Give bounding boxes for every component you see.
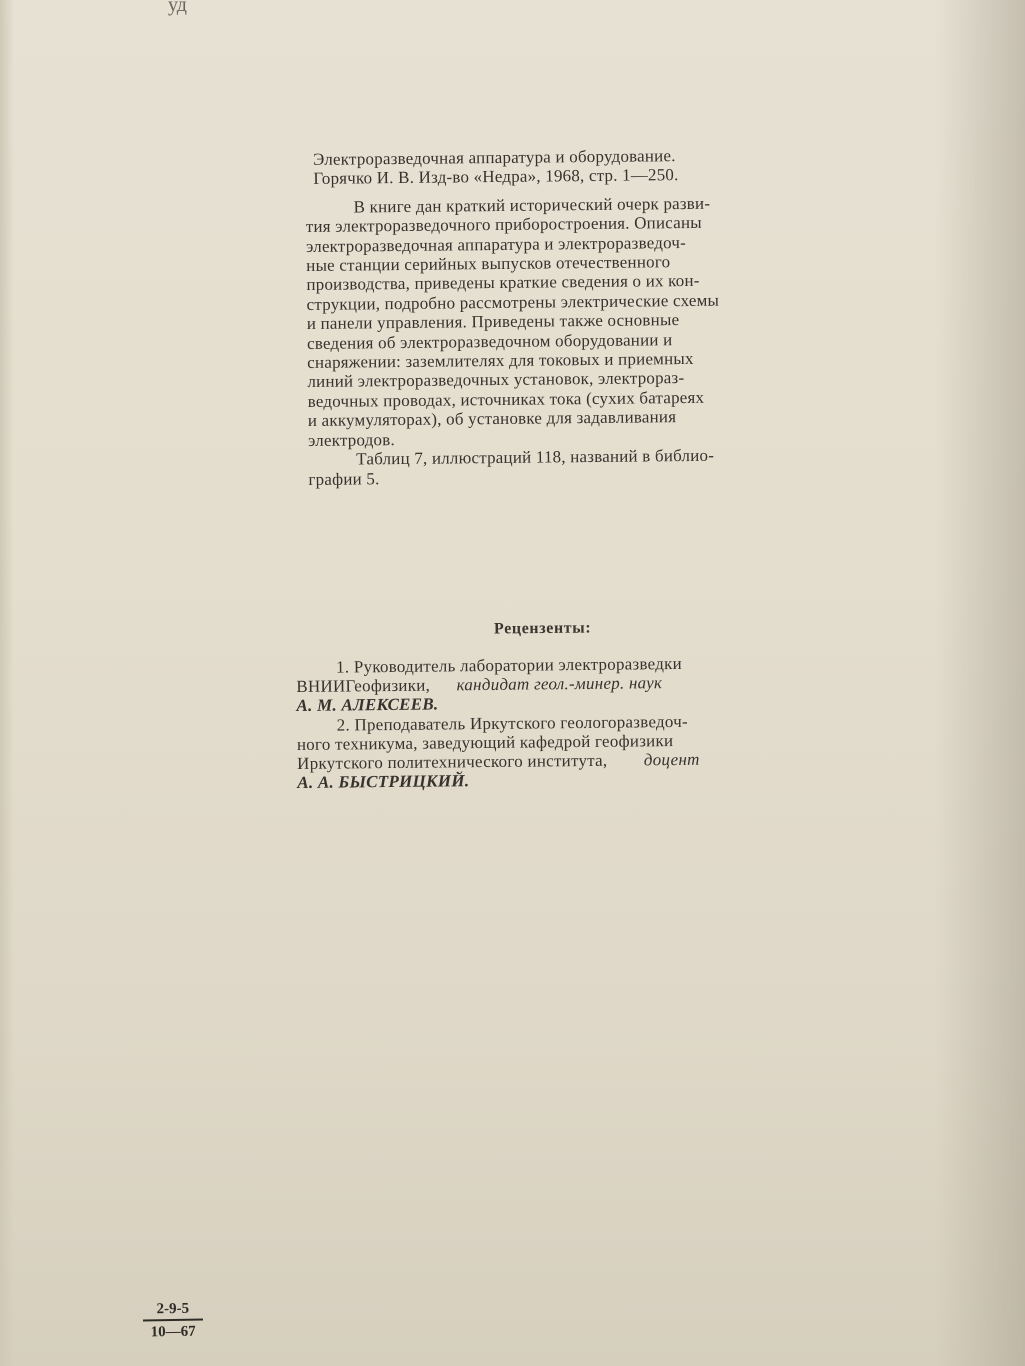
reviewer-2-line: ного техникума, заведующий кафедрой геофизики (296, 730, 674, 754)
annotation-stats-line: Таблиц 7, иллюстраций 118, названий в библио- (356, 445, 715, 469)
annotation-text-line: струкции, подробно рассмотрены электрические схемы (306, 290, 720, 314)
annotation-text-line: производства, приведены краткие сведения о их кон- (306, 271, 700, 295)
print-code-top: 2-9-5 (143, 1299, 203, 1321)
annotation-text-line: В книге дан краткий исторический очерк разви- (353, 193, 711, 217)
annotation-title-line: Электроразведочная аппаратура и оборудование. (312, 146, 676, 169)
annotation-text-line: ведочных проводах, источниках тока (сухих батареях (307, 387, 705, 411)
annotation-text-line: тия электроразведочного приборостроения. Описаны (305, 213, 702, 237)
page-right-shadow (935, 0, 1025, 1366)
corner-mark: уд (168, 0, 187, 16)
annotation-text-line: линий электроразведочных установок, электрораз- (307, 368, 685, 392)
annotation-stats-line: графии 5. (308, 468, 380, 489)
reviewer-2-name: А. А. БЫСТРИЦКИЙ. (297, 771, 470, 793)
reviewer-1-name: А. М. АЛЕКСЕЕВ. (296, 694, 439, 716)
reviewer-1-degree: кандидат геол.-минер. наук (456, 673, 663, 695)
reviewer-2-line: 2. Преподаватель Иркутского геологоразведоч- (336, 711, 688, 735)
annotation-text-line: электроразведочная аппаратура и электроразведоч- (305, 232, 686, 256)
annotation-text-line: снаряжении: заземлителях для токовых и приемных (307, 349, 694, 373)
annotation-text-line: и аккумуляторах), об установке для задавливания (307, 407, 677, 431)
reviewer-1-org: ВНИИГеофизики, (296, 675, 431, 697)
annotation-text-line: и панели управления. Приведены также основные (306, 310, 680, 334)
annotation-text-line: сведения об электроразведочном оборудовании и (306, 329, 673, 353)
annotation-text-line: электродов. (307, 429, 395, 450)
reviewer-1-line: 1. Руководитель лаборатории электроразведки (335, 653, 683, 677)
reviewer-2-institute: Иркутского политехнического института, (297, 750, 608, 774)
page-left-edge (0, 0, 14, 1366)
reviewers-heading: Рецензенты: (493, 619, 592, 638)
reviewer-2-title: доцент (643, 749, 700, 770)
reviewers-block (296, 652, 842, 792)
print-code (143, 1299, 204, 1341)
print-code-bottom: 10—67 (150, 1323, 196, 1341)
annotation-block (305, 144, 839, 488)
annotation-citation-line: Горячко И. В. Изд-во «Недра», 1968, стр. 1—250. (313, 165, 679, 189)
annotation-text-line: ные станции серийных выпусков отечественного (306, 252, 671, 276)
